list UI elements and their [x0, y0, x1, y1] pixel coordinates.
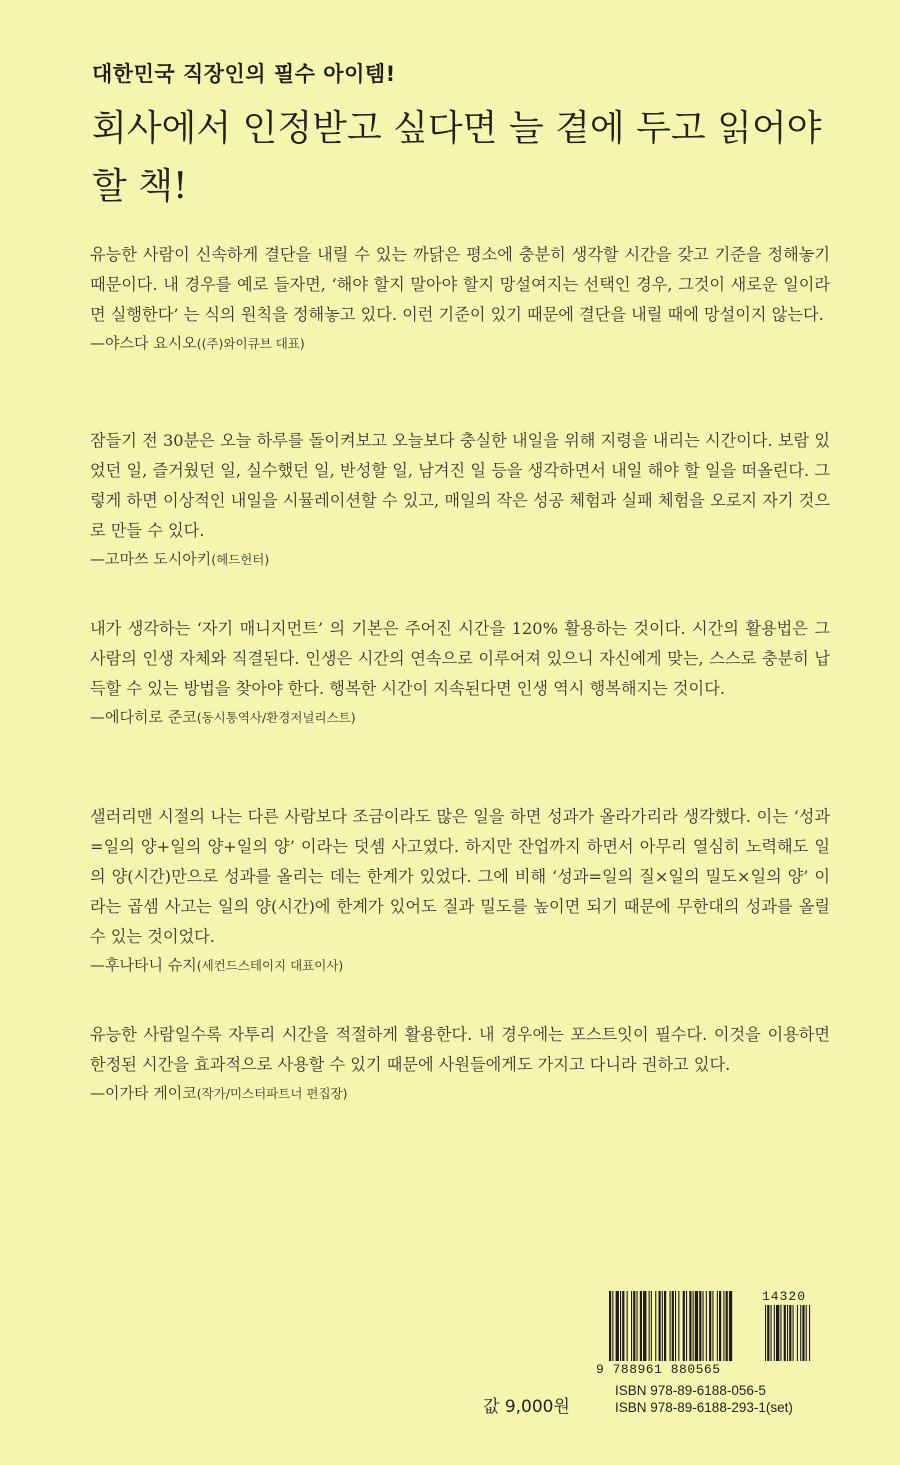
- barcode-bar: [637, 1291, 638, 1361]
- author-name: —후나타니 슈지: [90, 956, 197, 974]
- barcode-ean-number: 9 788961 880565: [596, 1362, 721, 1377]
- author-affiliation: (세컨드스테이지 대표이사): [196, 958, 344, 973]
- barcode-bar: [670, 1291, 671, 1361]
- author-affiliation: (작가/미스터파트너 편집장): [196, 1086, 348, 1101]
- quote-body: 유능한 사람일수록 자투리 시간을 적절하게 활용한다. 내 경우에는 포스트잇이 필수다. 이것을 이용하면 한정된 시간을 효과적으로 사용할 수 있기 때문에 사원들에게도 가지고 다니라 권하고 있다.: [90, 1025, 830, 1074]
- barcode-bar: [620, 1291, 621, 1361]
- barcode-bar: [609, 1291, 611, 1361]
- author-name: —고마쓰 도시아키: [90, 550, 212, 568]
- barcode-addon-bar: [809, 1305, 810, 1361]
- quote-body: 내가 생각하는 ‘자기 매니지먼트’ 의 기본은 주어진 시간을 120% 활용하는 것이다. 시간의 활용법은 그 사람의 인생 자체와 직결된다. 인생은 시간의 연속으로 이루어져 있으니 자신에게 맞는, 스스로 충분히 납득할 수 있는 방법을 찾아야 한다. 행복한 시간이 지속된다면 인생 역시 행복해지는 것이다.: [90, 619, 830, 698]
- tagline: 대한민국 직장인의 필수 아이템!: [92, 62, 396, 86]
- price: 값 9,000원: [483, 1397, 570, 1417]
- barcode-bar: [649, 1291, 650, 1361]
- barcode-addon-bar: [767, 1305, 769, 1361]
- quote-4: [90, 802, 830, 975]
- barcode-bar: [699, 1291, 701, 1361]
- quote-author: [90, 954, 830, 975]
- barcode-bar: [709, 1291, 711, 1361]
- barcode-bar: [695, 1291, 698, 1361]
- barcode-bar: [643, 1291, 646, 1361]
- barcode-addon-bar: [800, 1305, 801, 1361]
- barcode-addon-bar: [765, 1305, 766, 1361]
- barcode-addon-number: 14320: [762, 1289, 807, 1304]
- barcode-bar: [616, 1291, 619, 1361]
- barcode-addon-bar: [793, 1305, 794, 1361]
- barcode-bar: [675, 1291, 676, 1361]
- barcode-addon-bar: [802, 1305, 804, 1361]
- quote-author: [90, 332, 830, 353]
- barcode-bar: [651, 1291, 652, 1361]
- barcode-bar: [717, 1291, 718, 1361]
- barcode-addon-bar: [797, 1305, 798, 1361]
- barcode-bar: [633, 1291, 635, 1361]
- quote-body: 잠들기 전 30분은 오늘 하루를 돌이켜보고 오늘보다 충실한 내일을 위해 지령을 내리는 시간이다. 보람 있었던 일, 즐거웠던 일, 실수했던 일, 반성할 일, 남겨진 일 등을 생각하면서 내일 해야 할 일을 떠올린다. 그렇게 하면 이상적인 내일을 시뮬레이션할 수 있고, 매일의 작은 성공 체험과 실패 체험을 오로지 자기 것으로 만들 수 있다.: [90, 431, 830, 540]
- author-name: —야스다 요시오: [90, 334, 197, 352]
- barcode-bar: [723, 1291, 724, 1361]
- quote-2: [90, 426, 830, 569]
- barcode-bar: [659, 1291, 661, 1361]
- barcode-bar: [662, 1291, 663, 1361]
- quote-author: [90, 548, 830, 569]
- quote-author: [90, 706, 830, 727]
- author-name: —이가타 게이코: [90, 1084, 197, 1102]
- barcode-bar: [631, 1291, 632, 1361]
- barcode-bar: [612, 1291, 613, 1361]
- quote-body: 유능한 사람이 신속하게 결단을 내릴 수 있는 까닭은 평소에 충분히 생각할 시간을 갖고 기준을 정해놓기 때문이다. 내 경우를 예로 들자면, ‘해야 할지 말아야 할지 망설여지는 선택인 경우, 그것이 새로운 일이라면 실행한다’ 는 식의 원칙을 정해놓고 있다. 이런 기준이 있기 때문에 결단을 내릴 때에 망설이지 않는다.: [90, 245, 830, 324]
- barcode-bar: [627, 1291, 628, 1361]
- barcode-bar: [655, 1291, 656, 1361]
- barcode-bar: [712, 1291, 713, 1361]
- headline: 회사에서 인정받고 싶다면 늘 곁에 두고 읽어야 할 책!: [92, 108, 822, 207]
- quote-author: [90, 1082, 830, 1103]
- quote-body: 샐러리맨 시절의 나는 다른 사람보다 조금이라도 많은 일을 하면 성과가 올라가리라 생각했다. 이는 ‘성과=일의 양+일의 양+일의 양’ 이라는 덧셈 사고였다. 하지만 잔업까지 하면서 아무리 열심히 노력해도 일의 양(시간)만으로 성과를 올리는 데는 한계가 있었다. 그에 비해 ‘성과=일의 질×일의 밀도×일의 양’ 이라는 곱셈 사고는 일의 양(시간)에 한계가 있어도 질과 밀도를 높이면 되기 때문에 무한대의 성과를 올릴 수 있는 것이었다.: [90, 807, 830, 946]
- barcode-addon-bar: [787, 1305, 788, 1361]
- isbn-line: ISBN 978-89-6188-293-1(set): [615, 1400, 793, 1415]
- barcode-addon-bar: [784, 1305, 786, 1361]
- barcode-bar: [726, 1291, 728, 1361]
- barcode-bar: [689, 1291, 691, 1361]
- barcode-addon-bar: [780, 1305, 781, 1361]
- quote-1: [90, 240, 830, 353]
- barcode-bar: [719, 1291, 721, 1361]
- barcode-bar: [672, 1291, 674, 1361]
- barcode-bar: [664, 1291, 666, 1361]
- barcode-addon-bar: [771, 1305, 772, 1361]
- isbn-line: ISBN 978-89-6188-056-5: [615, 1383, 766, 1398]
- barcode-bar: [640, 1291, 642, 1361]
- barcode-bar: [683, 1291, 685, 1361]
- barcode-addon-bar: [776, 1305, 779, 1361]
- barcode-addon-bar: [806, 1305, 807, 1361]
- author-affiliation: (헤드헌터): [211, 552, 270, 567]
- barcode-bar: [706, 1291, 707, 1361]
- barcode-bar: [703, 1291, 704, 1361]
- isbn-block: [615, 1382, 793, 1416]
- barcode-bar: [678, 1291, 679, 1361]
- barcode-bar: [686, 1291, 687, 1361]
- quote-5: [90, 1020, 830, 1103]
- author-affiliation: (동시통역사/환경저널리스트): [196, 710, 356, 725]
- barcode-bar: [622, 1291, 624, 1361]
- barcode-bar: [693, 1291, 694, 1361]
- barcode-addon-bar: [774, 1305, 775, 1361]
- quote-3: [90, 614, 830, 727]
- barcode-bar: [729, 1291, 732, 1361]
- author-affiliation: ((주)와이큐브 대표): [196, 336, 305, 351]
- barcode-addon-bar: [789, 1305, 791, 1361]
- author-name: —에다히로 준코: [90, 708, 197, 726]
